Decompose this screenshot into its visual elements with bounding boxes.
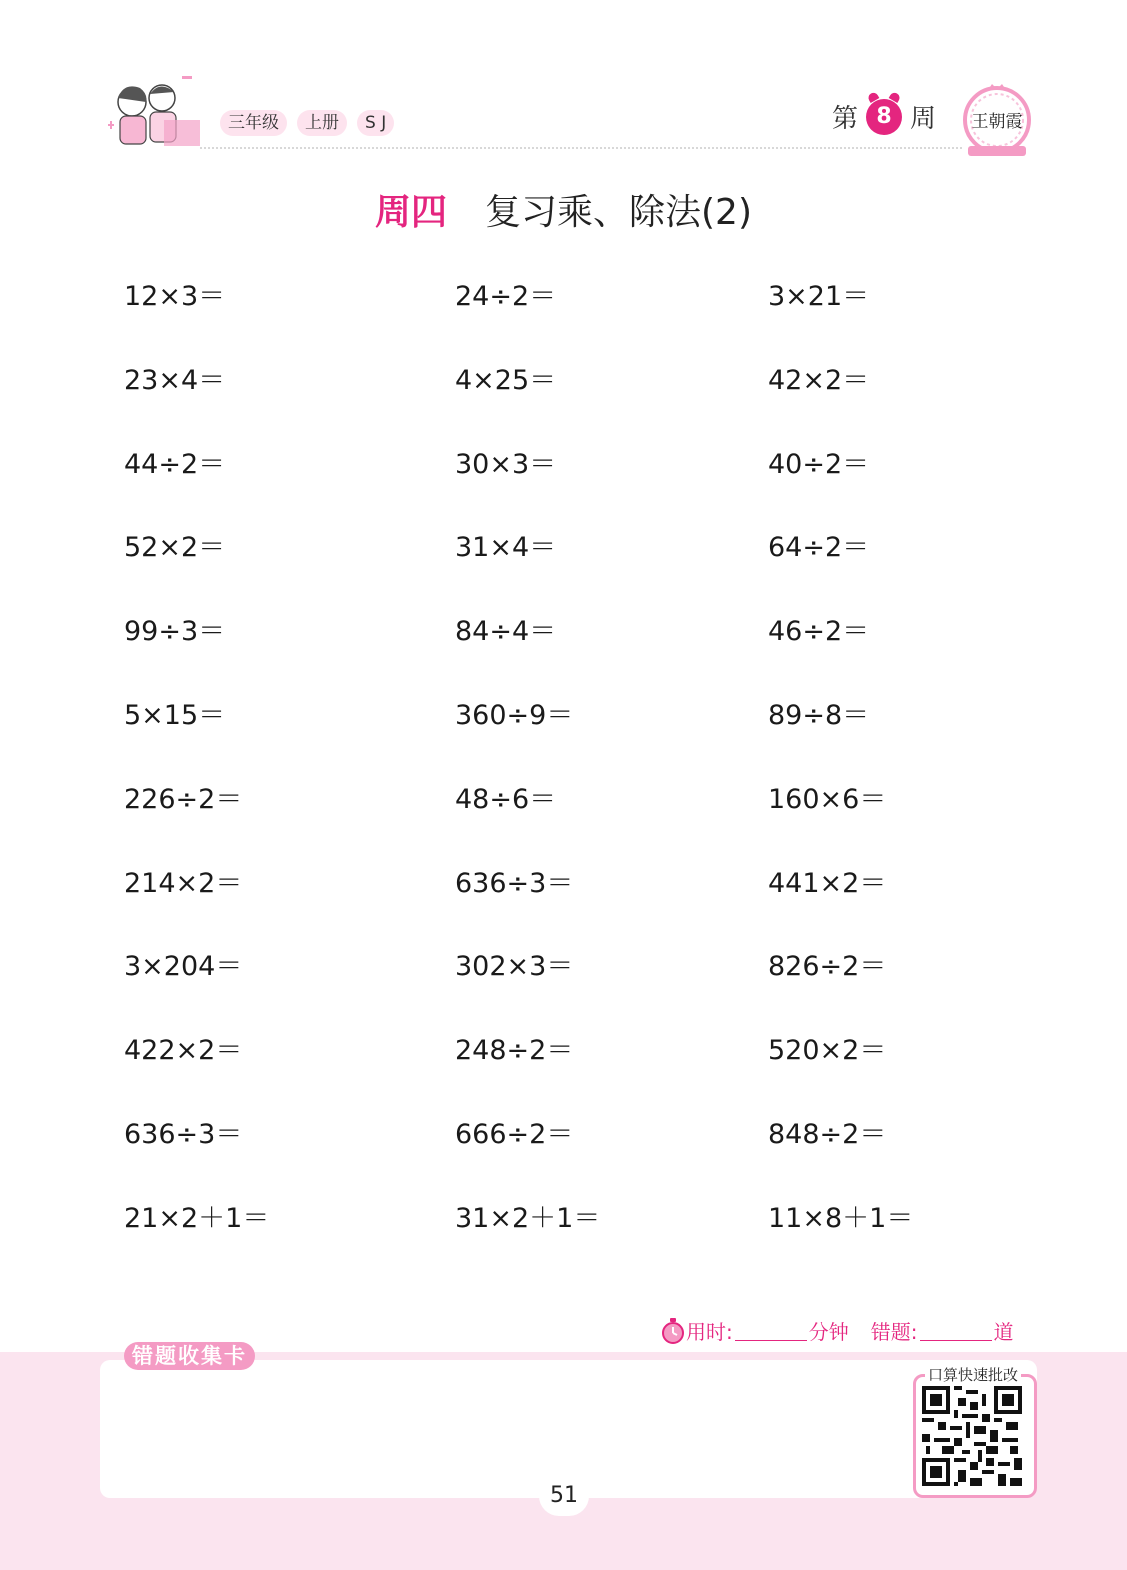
problem: 360÷9＝ [455,699,574,731]
problem: 826÷2＝ [768,951,887,983]
week-indicator [832,98,936,135]
problem: 52×2＝ [124,532,226,564]
problem: 42×2＝ [768,364,870,396]
page-title [0,184,1127,235]
problem: 848÷2＝ [768,1118,887,1150]
problem: 48÷6＝ [455,783,557,815]
title-day: 周四 [374,192,447,233]
author-seal-icon [958,80,1036,160]
problem-row [124,605,1024,689]
problem: 99÷3＝ [124,616,226,648]
problem: 23×4＝ [124,364,226,396]
problem: 636÷3＝ [124,1118,243,1150]
problem: 84÷4＝ [455,616,557,648]
problem: 12×3＝ [124,281,226,312]
grade-tags [220,110,394,136]
time-blank[interactable] [735,1320,807,1341]
problem: 40÷2＝ [768,448,870,480]
problem: 46÷2＝ [768,616,870,648]
problem: 31×2＋1＝ [455,1202,601,1234]
errors-unit: 道 [993,1320,1014,1344]
result-stats [660,1316,1014,1345]
problem-row [124,1192,1024,1276]
page-number: 51 [539,1476,589,1516]
problem: 302×3＝ [455,951,574,983]
header-divider [200,147,962,149]
problem: 248÷2＝ [455,1035,574,1067]
svg-text:王朝霞: 王朝霞 [971,112,1023,132]
problem: 226÷2＝ [124,783,243,815]
problem-row [124,521,1024,605]
problem: 30×3＝ [455,448,557,480]
problem-row [124,773,1024,857]
problem: 11×8＋1＝ [768,1202,914,1234]
problem-row [124,1024,1024,1108]
qr-code-icon[interactable] [922,1386,1022,1486]
week-number-badge: 8 [866,99,902,135]
problem-row [124,940,1024,1024]
time-unit: 分钟 [808,1320,849,1344]
errors-blank[interactable] [920,1320,992,1341]
edition-tag: S J [357,110,394,136]
problem: 89÷8＝ [768,699,870,731]
problem: 64÷2＝ [768,532,870,564]
qr-label: 口算快速批改 [925,1364,1021,1385]
problem: 520×2＝ [768,1035,887,1067]
children-illustration-icon [104,68,208,158]
title-topic: 复习乘、除法(2) [485,192,752,233]
problem: 5×15＝ [124,699,226,731]
problem-row [124,438,1024,522]
time-label: 用时: [686,1320,733,1344]
problem: 24÷2＝ [455,281,557,312]
week-prefix: 第 [832,104,859,134]
problem-row [124,689,1024,773]
problem-row [124,270,1024,354]
problem: 160×6＝ [768,783,887,815]
problem: 214×2＝ [124,867,243,899]
problem: 636÷3＝ [455,867,574,899]
errors-label: 错题: [870,1320,918,1344]
grade-tag: 三年级 [220,110,287,136]
problem-row [124,1108,1024,1192]
problem: 31×4＝ [455,532,557,564]
volume-tag: 上册 [297,110,347,136]
problem-grid [124,270,1024,1276]
problem: 3×21＝ [768,281,870,312]
page-header [0,0,1127,170]
problem: 4×25＝ [455,364,557,396]
problem-row [124,857,1024,941]
problem: 3×204＝ [124,951,243,983]
problem-row [124,354,1024,438]
problem: 441×2＝ [768,867,887,899]
problem: 21×2＋1＝ [124,1202,270,1234]
problem: 666÷2＝ [455,1118,574,1150]
problem: 422×2＝ [124,1035,243,1067]
problem: 44÷2＝ [124,448,226,480]
card-label: 错题收集卡 [124,1342,255,1370]
week-suffix: 周 [910,104,937,134]
stopwatch-icon [660,1317,686,1345]
